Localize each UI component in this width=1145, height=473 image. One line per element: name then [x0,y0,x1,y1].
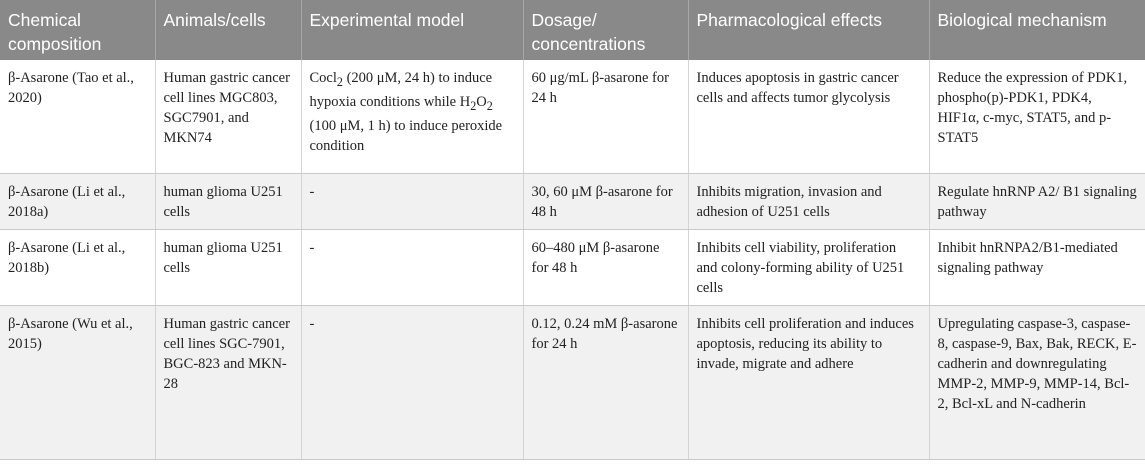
model-subscript: 2 [486,98,493,113]
cell-mechanism: Reduce the expression of PDK1, phospho(p)-PDK1, PDK4, HIF1α, c-myc, STAT5, and p-STAT5 [929,60,1145,173]
model-subscript: 2 [470,98,477,113]
cell-composition: β-Asarone (Wu et al., 2015) [0,305,155,459]
table-row [0,305,1145,459]
header-animals-cells: Animals/cells [155,0,301,60]
header-row [0,0,1145,60]
model-text-1: Cocl [309,70,337,86]
table-row [0,173,1145,229]
table-header [0,0,1145,60]
cell-composition: β-Asarone (Tao et al., 2020) [0,60,155,173]
cell-effects: Inhibits cell viability, proliferation and colony-forming ability of U251 cells [688,229,929,305]
model-subscript: 2 [336,74,343,89]
cell-dosage: 30, 60 μM β-asarone for 48 h [523,173,688,229]
model-text-3: O [476,93,487,110]
cell-dosage: 0.12, 0.24 mM β-asarone for 24 h [523,305,688,459]
cell-effects: Induces apoptosis in gastric cancer cells and affects tumor glycolysis [688,60,929,173]
cell-cells: Human gastric cancer cell lines SGC-7901, BGC-823 and MKN-28 [155,305,301,459]
cell-composition: β-Asarone (Li et al., 2018a) [0,173,155,229]
cell-mechanism: Inhibit hnRNPA2/B1-mediated signaling pathway [929,229,1145,305]
header-biological-mechanism: Biological mechanism [929,0,1145,60]
cell-effects: Inhibits cell proliferation and induces apoptosis, reducing its ability to invade, migrate and adhere [688,305,929,459]
cell-effects: Inhibits migration, invasion and adhesion of U251 cells [688,173,929,229]
model-text-4: (100 μM, 1 h) to induce peroxide condition [309,117,503,154]
cell-model: - [301,173,523,229]
cell-model: - [301,229,523,305]
cell-cells: Human gastric cancer cell lines MGC803, SGC7901, and MKN74 [155,60,301,173]
header-experimental-model: Experimental model [301,0,523,60]
cell-cells: human glioma U251 cells [155,173,301,229]
cell-mechanism: Upregulating caspase-3, caspase-8, caspase-9, Bax, Bak, RECK, E-cadherin and downregulating MMP-2, MMP-9, MMP-14, Bcl-2, Bcl-xL and N-cadherin [929,305,1145,459]
cell-cells: human glioma U251 cells [155,229,301,305]
cell-model: - [301,305,523,459]
cell-dosage: 60 μg/mL β-asarone for 24 h [523,60,688,173]
header-pharmacological-effects: Pharmacological effects [688,0,929,60]
table-row [0,229,1145,305]
header-dosage-concentrations: Dosage/ concentrations [523,0,688,60]
model-text-2: (200 μM, 24 h) to induce hypoxia conditions while H [309,70,493,110]
table-body [0,60,1145,459]
table-row [0,60,1145,173]
cell-mechanism: Regulate hnRNP A2/ B1 signaling pathway [929,173,1145,229]
cell-dosage: 60–480 μM β-asarone for 48 h [523,229,688,305]
header-chemical-composition: Chemical composition [0,0,155,60]
cell-model [301,60,523,173]
cell-composition: β-Asarone (Li et al., 2018b) [0,229,155,305]
